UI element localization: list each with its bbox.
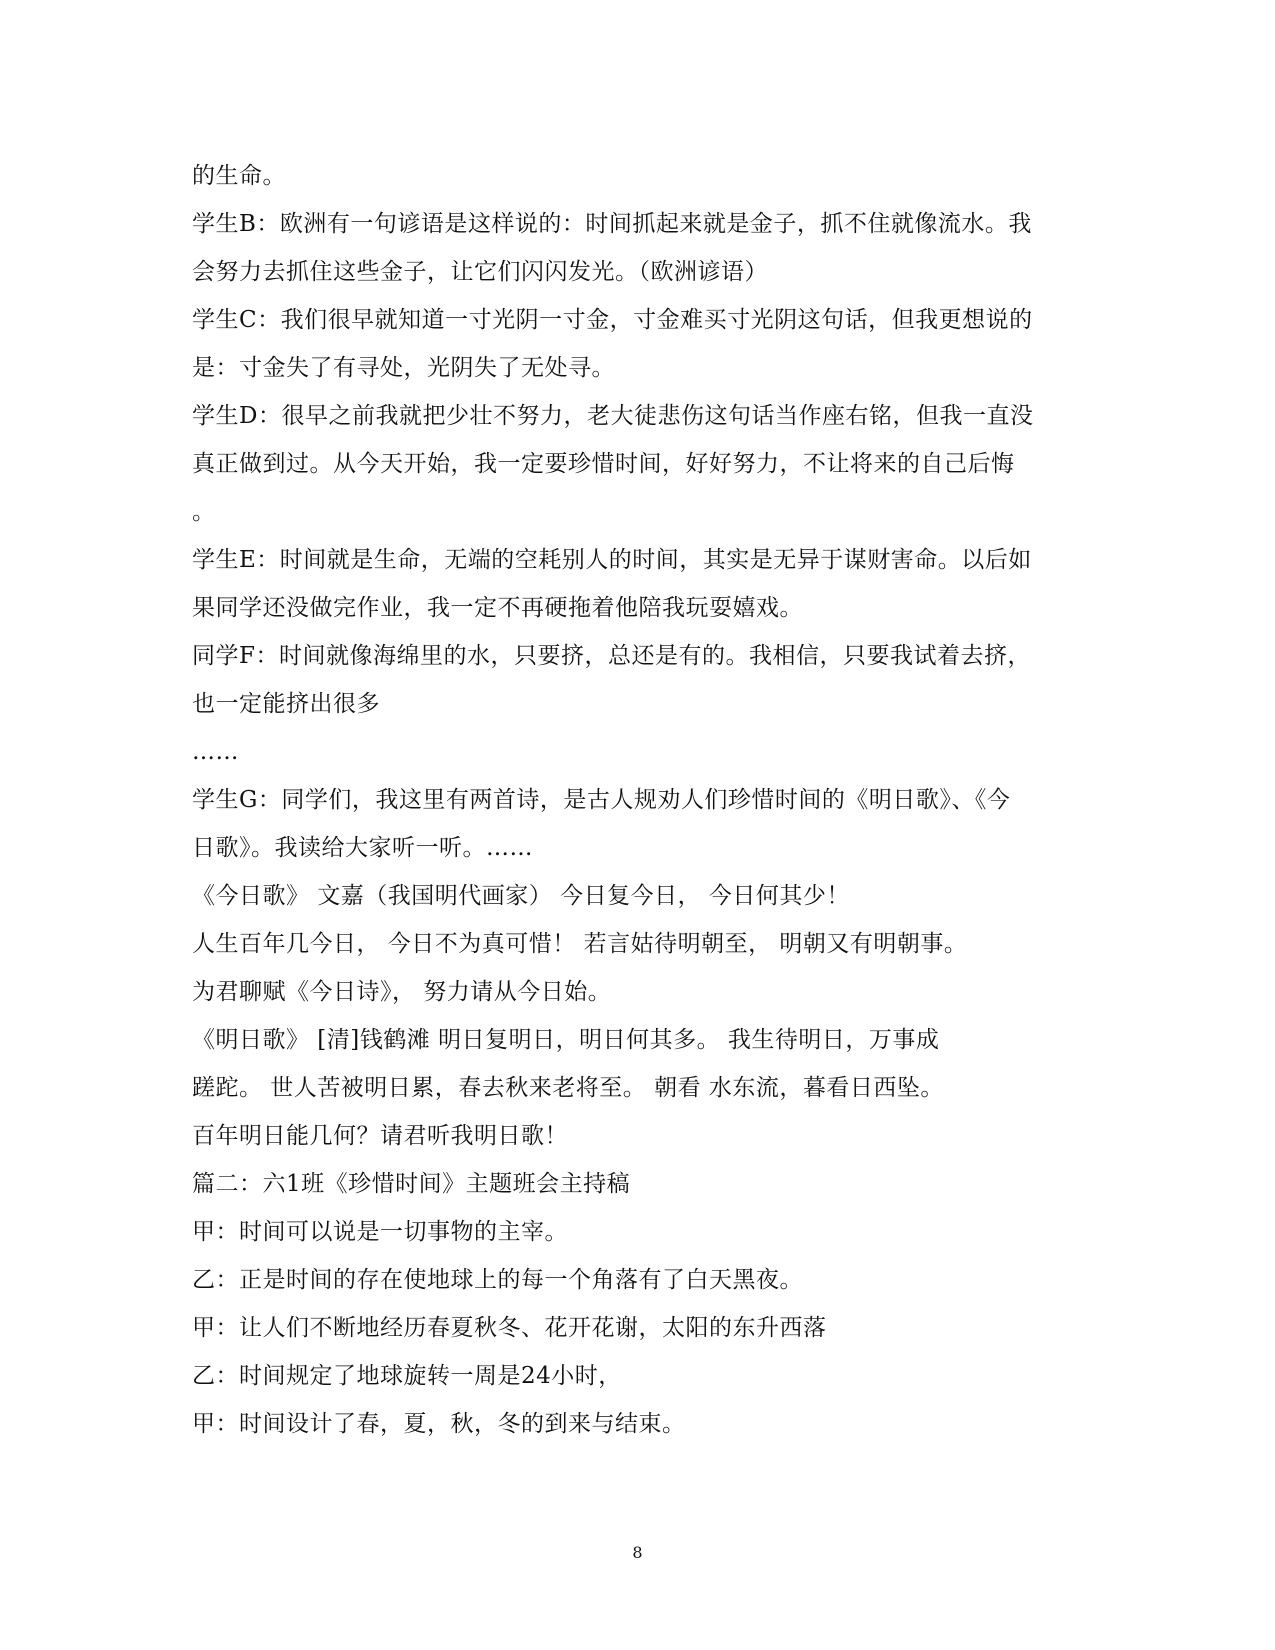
text-line: 人生百年几今日， 今日不为真可惜！ 若言姑待明朝至， 明朝又有明朝事。 [192, 931, 968, 957]
text-line: 《今日歌》 文嘉（我国明代画家） 今日复今日， 今日何其少！ [192, 883, 850, 909]
text-line: 为君聊赋《今日诗》， 努力请从今日始。 [192, 979, 612, 1005]
text-line: 甲：时间可以说是一切事物的主宰。 [192, 1219, 568, 1245]
text-line: 也一定能挤出很多 [192, 691, 380, 717]
text-line: 学生C：我们很早就知道一寸光阴一寸金，寸金难买寸光阴这句话，但我更想说的 [192, 307, 1033, 333]
text-line: 学生D：很早之前我就把少壮不努力，老大徒悲伤这句话当作座右铭，但我一直没 [192, 403, 1034, 429]
text-line: 学生E：时间就是生命，无端的空耗别人的时间，其实是无异于谋财害命。以后如 [192, 547, 1032, 573]
text-line: 《明日歌》 [清]钱鹤滩 明日复明日，明日何其多。 我生待明日，万事成 [192, 1027, 940, 1053]
text-line: 甲：让人们不断地经历春夏秋冬、花开花谢，太阳的东升西落 [192, 1315, 827, 1341]
text-line: 同学F：时间就像海绵里的水，只要挤，总还是有的。我相信，只要我试着去挤， [192, 643, 1031, 669]
text-line: 百年明日能几何？请君听我明日歌！ [192, 1123, 568, 1149]
text-line: 会努力去抓住这些金子，让它们闪闪发光。（欧洲谚语） [192, 259, 768, 285]
text-line: 乙：正是时间的存在使地球上的每一个角落有了白天黑夜。 [192, 1267, 803, 1293]
text-line: 日歌》。我读给大家听一听。…… [192, 835, 533, 861]
text-line: 蹉跎。 世人苦被明日累，春去秋来老将至。 朝看 水东流，暮看日西坠。 [192, 1075, 944, 1101]
text-line: 乙：时间规定了地球旋转一周是24小时， [192, 1363, 622, 1389]
page-number: 8 [632, 1543, 643, 1562]
text-line: 果同学还没做完作业，我一定不再硬拖着他陪我玩耍嬉戏。 [192, 595, 803, 621]
text-line: …… [192, 739, 239, 765]
text-line: 甲：时间设计了春，夏，秋，冬的到来与结束。 [192, 1411, 686, 1437]
text-line: 真正做到过。从今天开始，我一定要珍惜时间，好好努力，不让将来的自己后悔 [192, 451, 1015, 477]
text-line: 篇二：六1班《珍惜时间》主题班会主持稿 [192, 1171, 631, 1197]
text-line: 的生命。 [192, 163, 286, 189]
text-line: 学生G：同学们，我这里有两首诗，是古人规劝人们珍惜时间的《明日歌》、《今 [192, 787, 1011, 813]
text-line: 。 [192, 499, 216, 525]
text-line: 是：寸金失了有寻处，光阴失了无处寻。 [192, 355, 615, 381]
body-text [192, 152, 1092, 1448]
text-line: 学生B：欧洲有一句谚语是这样说的：时间抓起来就是金子，抓不住就像流水。我 [192, 211, 1032, 237]
